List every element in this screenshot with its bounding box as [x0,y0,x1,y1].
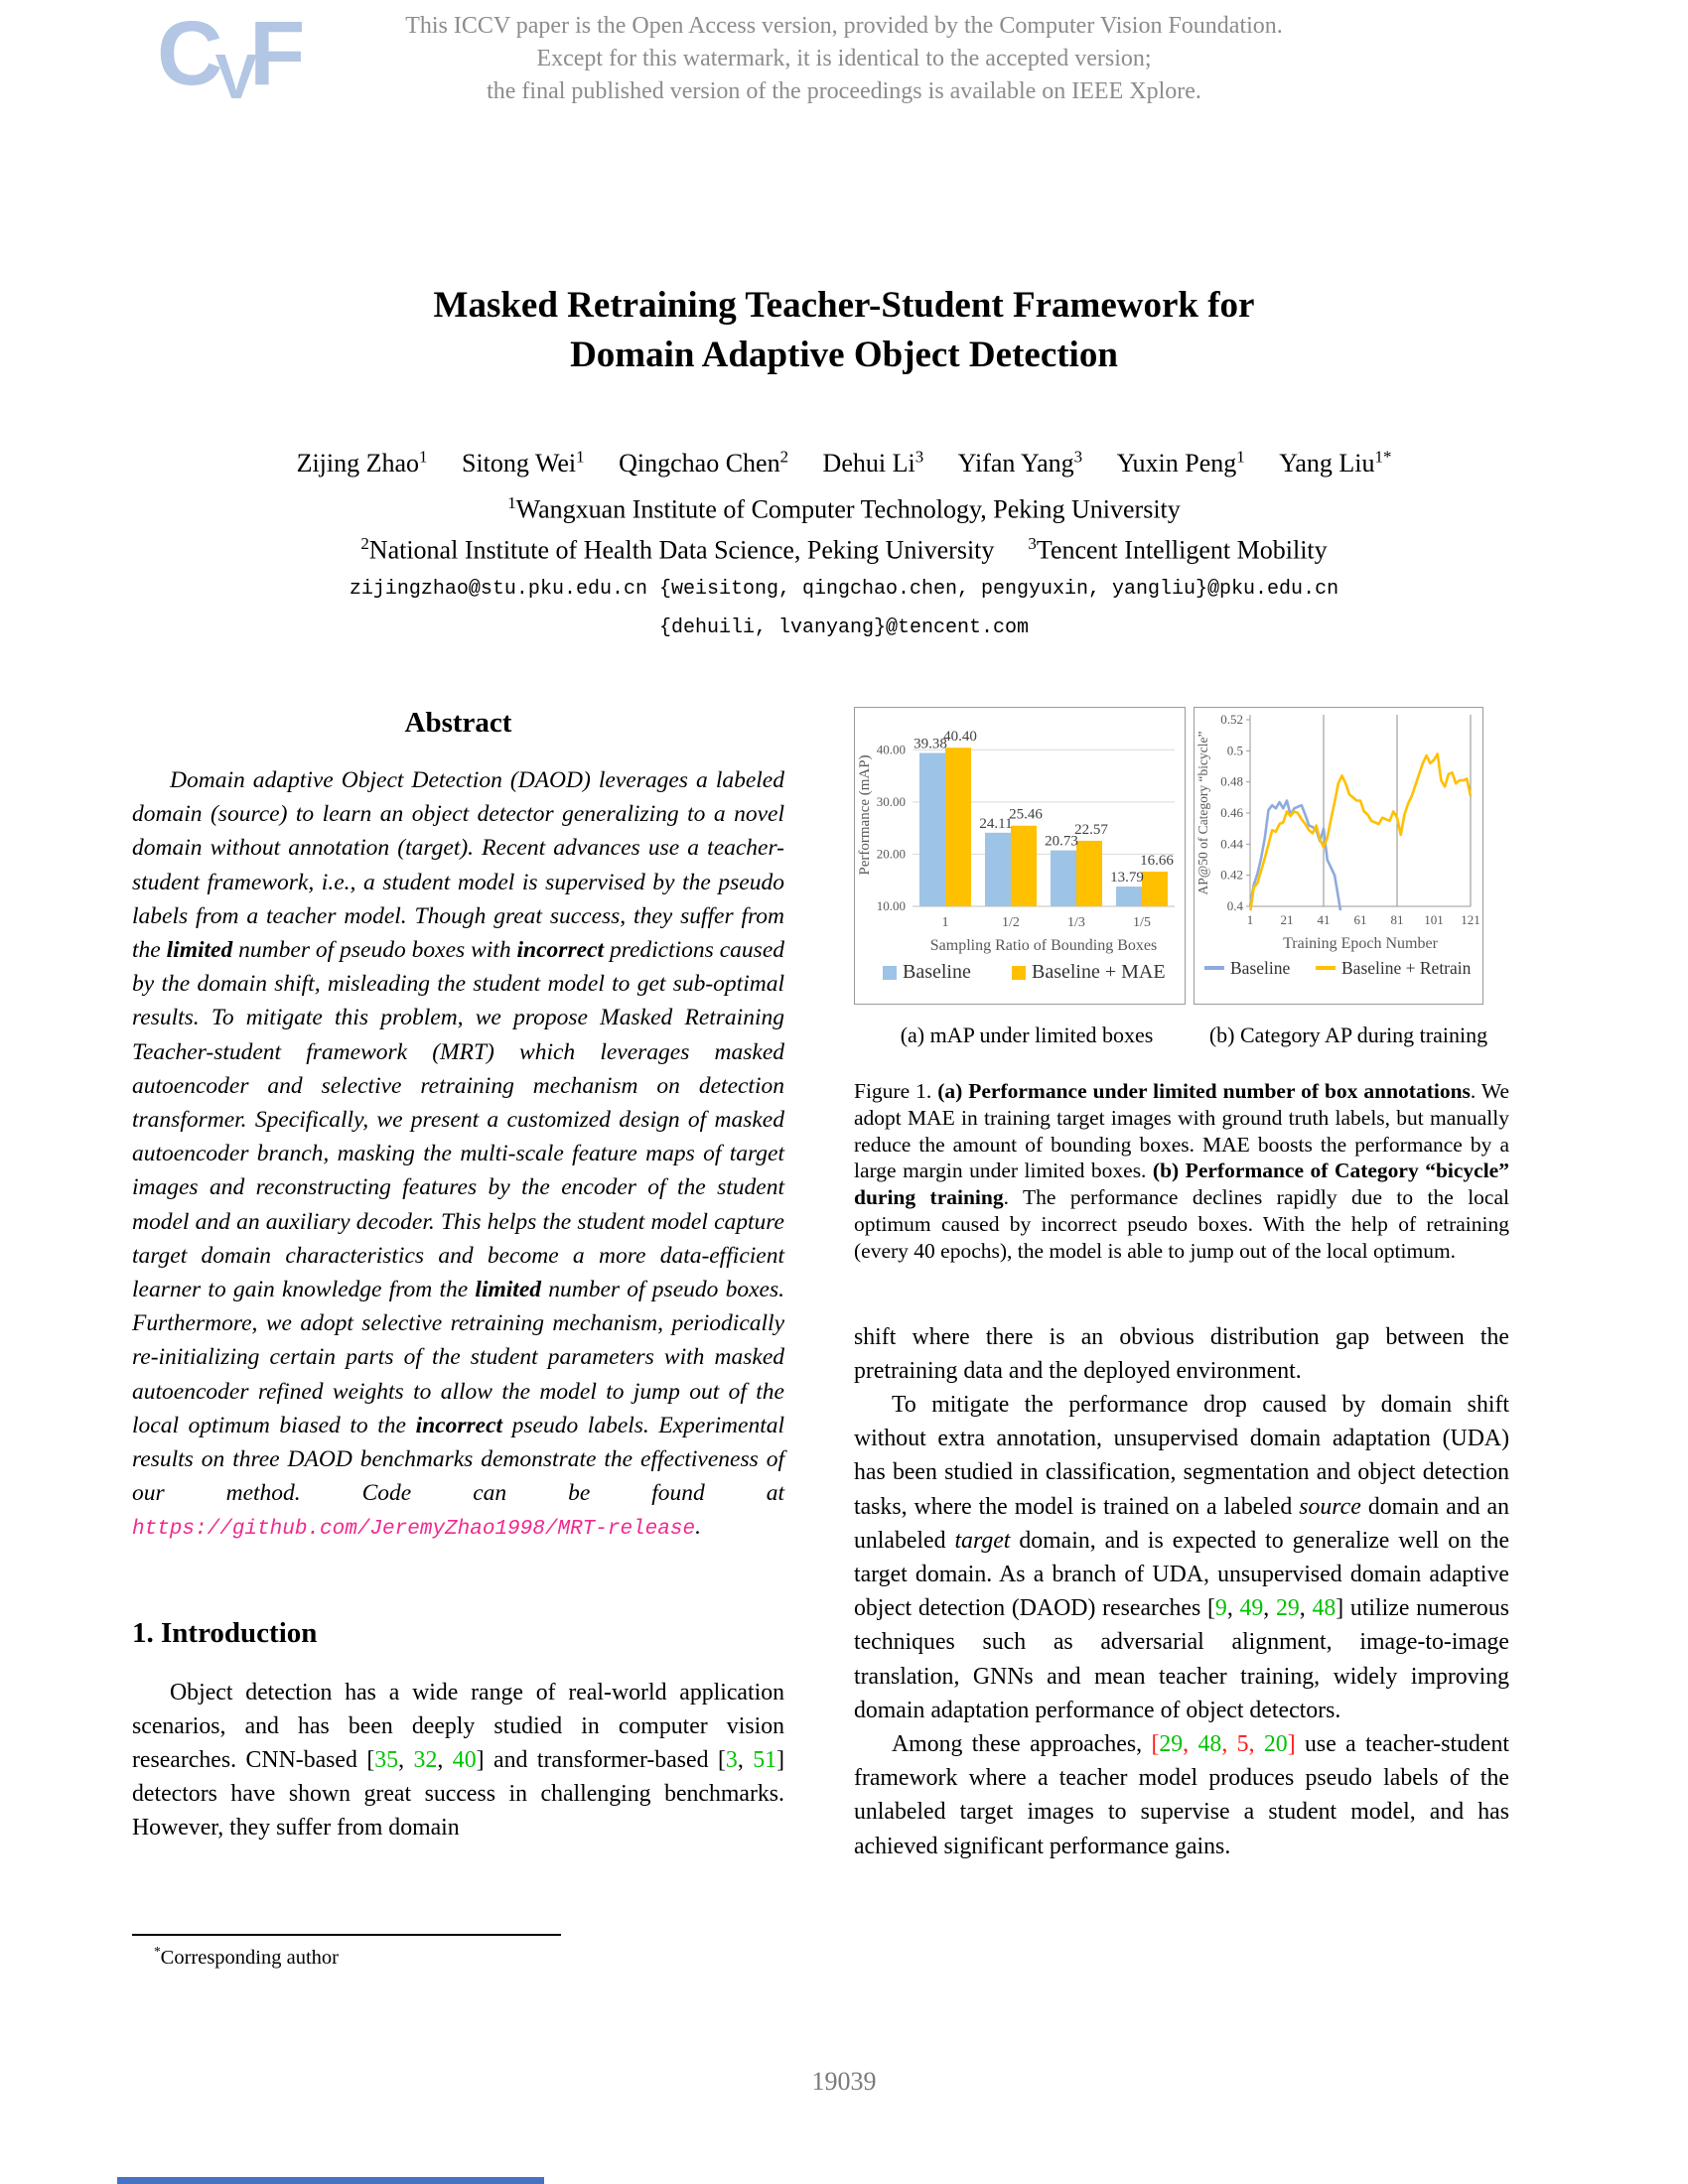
code-release-link[interactable]: https://github.com/JeremyZhao1998/MRT-release [132,1518,696,1542]
subcaption-b: (b) Category AP during training [1208,1023,1488,1047]
author: Zijing Zhao$^1$ [296,447,428,478]
abstract-heading: Abstract [404,707,512,739]
author: Yifan Yang$^3$ [957,447,1083,478]
svg-text:Baseline: Baseline [903,961,971,983]
svg-text:1/3: 1/3 [1067,915,1085,930]
body-paragraph: To mitigate the performance drop caused by domain shift without extra annotation, unsupervised domain adaptation (UDA) has been studied in classification, segmentation and object detection tasks, where the model is trained on a labeled source domain and an unlabeled target domain, and is expected to generalize well on the target domain. As a branch of UDA, unsupervised domain adaptive object detection (DAOD) researches [9, 49, 29, 48] utilize numerous techniques such as adversarial alignment, image-to-image translation, GNNs and mean teacher training, widely improving domain adaptation performance of object detectors. [854,1391,1510,1723]
email-line-2: {dehuili, lvanyang}@tencent.com [658,616,1030,639]
citation-link[interactable]: 40 [452,1747,477,1774]
subcaption-a: (a) mAP under limited boxes [900,1023,1154,1047]
svg-text:Baseline + MAE: Baseline + MAE [1032,961,1166,983]
svg-text:39.38: 39.38 [914,736,947,752]
email-line-1: zijingzhao@stu.pku.edu.cn {weisitong, qingchao.chen, pengyuxin, yangliu}@pku.edu.cn [349,578,1339,601]
line-chart-svg [1195,708,1482,1004]
svg-text:Baseline: Baseline [1230,958,1291,978]
citation-link[interactable]: 35 [374,1747,399,1774]
svg-text:0.42: 0.42 [1220,867,1243,883]
svg-text:AP@50 of Category “bicycle”: AP@50 of Category “bicycle” [1196,731,1210,895]
svg-text:101: 101 [1424,912,1444,927]
svg-text:20.73: 20.73 [1045,833,1078,850]
svg-text:20.00: 20.00 [876,846,906,862]
svg-text:13.79: 13.79 [1110,870,1144,887]
bar-chart-svg [855,708,1185,1004]
svg-text:16.66: 16.66 [1140,852,1174,869]
svg-text:30.00: 30.00 [876,793,906,809]
citation-link[interactable]: 20 [1263,1731,1288,1758]
bar [1116,887,1142,906]
footnote-rule [132,1934,561,1936]
citation-link[interactable]: 32 [413,1747,438,1774]
author: Yuxin Peng$^1$ [1116,447,1245,478]
left-column [132,707,784,1845]
bar [1051,851,1076,906]
svg-text:0.46: 0.46 [1220,805,1243,820]
svg-text:10.00: 10.00 [876,898,906,913]
svg-text:1: 1 [941,915,949,930]
cvf-watermark [0,10,1688,108]
bar [919,753,945,906]
svg-text:1/5: 1/5 [1133,915,1151,930]
svg-text:21: 21 [1280,912,1294,927]
bar [985,833,1011,906]
bar [1011,826,1037,906]
bar [1142,872,1168,906]
paper-title-line-2: Domain Adaptive Object Detection [570,335,1118,375]
author: Sitong Wei$^1$ [462,447,585,478]
right-column [854,707,1509,1863]
section-heading-introduction: 1. Introduction [132,1616,318,1649]
line-series [1250,754,1471,913]
corresponding-author-footnote: *Corresponding author [154,1944,340,1969]
figure-subcaptions [854,1023,1509,1048]
svg-text:0.4: 0.4 [1226,898,1243,913]
author: Dehui Li$^3$ [822,447,924,478]
page-number: 19039 [811,2067,877,2096]
citation-link[interactable]: 29 [1159,1731,1184,1758]
citation-link[interactable]: 5 [1236,1731,1249,1758]
svg-text:0.5: 0.5 [1226,743,1243,758]
author: Qingchao Chen$^2$ [619,447,789,478]
svg-text:0.52: 0.52 [1220,712,1243,727]
citation-link[interactable]: 9 [1214,1595,1227,1622]
abstract-text: Domain adaptive Object Detection (DAOD) leverages a labeled domain (source) to learn an object detector generalizing to a novel domain without annotation (target). Recent advances use a teacher-student framework, i.e., a student model is supervised by the pseudo labels from a teacher model. Though great success, they suffer from the limited number of pseudo boxes with incorrect predictions caused by the domain shift, misleading the student model to get sub-optimal results. To mitigate this problem, we propose Masked Retraining Teacher-student framework (MRT) which leverages masked autoencoder and selective retraining mechanism on detection transformer. Specifically, we present a customized design of masked autoencoder branch, masking the multi-scale feature maps of target images and reconstructing features by the encoder of the student model and an auxiliary decoder. This helps the student model capture target domain characteristics and become a more data-efficient learner to gain knowledge from the limited number of pseudo boxes. Furthermore, we adopt selective retraining mechanism, periodically re-initializing certain parts of the student parameters with masked autoencoder refined weights to allow the model to jump out of the local optimum biased to the incorrect pseudo labels. Experimental results on three DAOD benchmarks demonstrate the effectiveness of our method. Code can be found at https://github.com/JeremyZhao1998/MRT-release. [132,767,785,1542]
bar [1076,841,1102,906]
watermark-line-2: Except for this watermark, it is identical to the accepted version; [536,46,1152,71]
svg-text:Sampling Ratio of Bounding Box: Sampling Ratio of Bounding Boxes [929,937,1158,954]
citation-link[interactable]: 29 [1275,1595,1300,1622]
cvf-logo-letter-v: V [214,41,250,112]
svg-text:61: 61 [1353,912,1367,927]
citation-link[interactable]: 48 [1312,1595,1336,1622]
figure-1-caption: Figure 1. (a) Performance under limited number of box annotations. We adopt MAE in training target images with ground truth labels, but manually reduce the amount of bounding boxes. MAE boosts the performance by a large margin under limited boxes. (b) Performance of Category “bicycle” during training. The performance declines rapidly due to the local optimum caused by incorrect pseudo boxes. With the help of retraining (every 40 epochs), the model is able to jump out of the local optimum. [854,1079,1509,1263]
svg-text:0.48: 0.48 [1220,773,1243,789]
citation-link[interactable]: 3 [725,1747,738,1774]
svg-text:22.57: 22.57 [1074,821,1108,838]
affiliation-1: $^1$Wangxuan Institute of Computer Technology, Peking University [507,493,1181,524]
svg-text:Training Epoch Number: Training Epoch Number [1283,935,1438,952]
svg-text:1: 1 [1246,912,1254,927]
cvf-logo-letter-f: F [249,3,306,104]
svg-text:25.46: 25.46 [1009,806,1043,823]
svg-text:24.11: 24.11 [979,815,1013,832]
affiliation-2: $^2$National Institute of Health Data Science, Peking University $^3$Tencent Intelligent Mobility [360,534,1328,565]
svg-text:121: 121 [1461,912,1480,927]
citation-link[interactable]: 51 [753,1747,777,1774]
bottom-blue-bar [117,2177,544,2184]
author-list [0,447,1688,478]
svg-text:Baseline + Retrain: Baseline + Retrain [1341,958,1472,978]
figure-1 [854,707,1509,1005]
svg-text:1/2: 1/2 [1002,915,1020,930]
paper-title [0,281,1688,380]
paper-title-line-1: Masked Retraining Teacher-Student Framework for [433,285,1255,326]
intro-paragraph: Object detection has a wide range of real-world application scenarios, and has been deeply studied in computer vision researches. CNN-based [35, 32, 40] and transformer-based [3, 51] detectors have shown great success in challenging benchmarks. However, they suffer from domain [132,1679,785,1842]
svg-text:40.40: 40.40 [943,729,977,746]
svg-text:81: 81 [1390,912,1404,927]
author: Yang Liu$^{1*}$ [1279,447,1392,478]
line-chart [1194,707,1483,1005]
svg-text:Performance (mAP): Performance (mAP) [857,754,873,876]
citation-link[interactable]: 49 [1239,1595,1264,1622]
bar [945,748,971,906]
body-paragraph: Among these approaches, [29, 48, 5, 20] use a teacher-student framework where a teacher model produces pseudo labels of the unlabeled target images to supervise a student model, and has achieved significant performance gains. [854,1731,1509,1859]
bar-chart [854,707,1186,1005]
cvf-logo-letter-c: C [157,3,215,104]
watermark-line-1: This ICCV paper is the Open Access version, provided by the Computer Vision Foundation. [405,13,1283,39]
watermark-line-3: the final published version of the proceedings is available on IEEE Xplore. [487,78,1201,104]
body-paragraph: shift where there is an obvious distribution gap between the pretraining data and the deployed environment. [854,1323,1509,1384]
citation-link[interactable]: 48 [1197,1731,1222,1758]
svg-text:40.00: 40.00 [876,742,906,757]
svg-text:41: 41 [1317,912,1331,927]
svg-text:0.44: 0.44 [1220,836,1243,852]
